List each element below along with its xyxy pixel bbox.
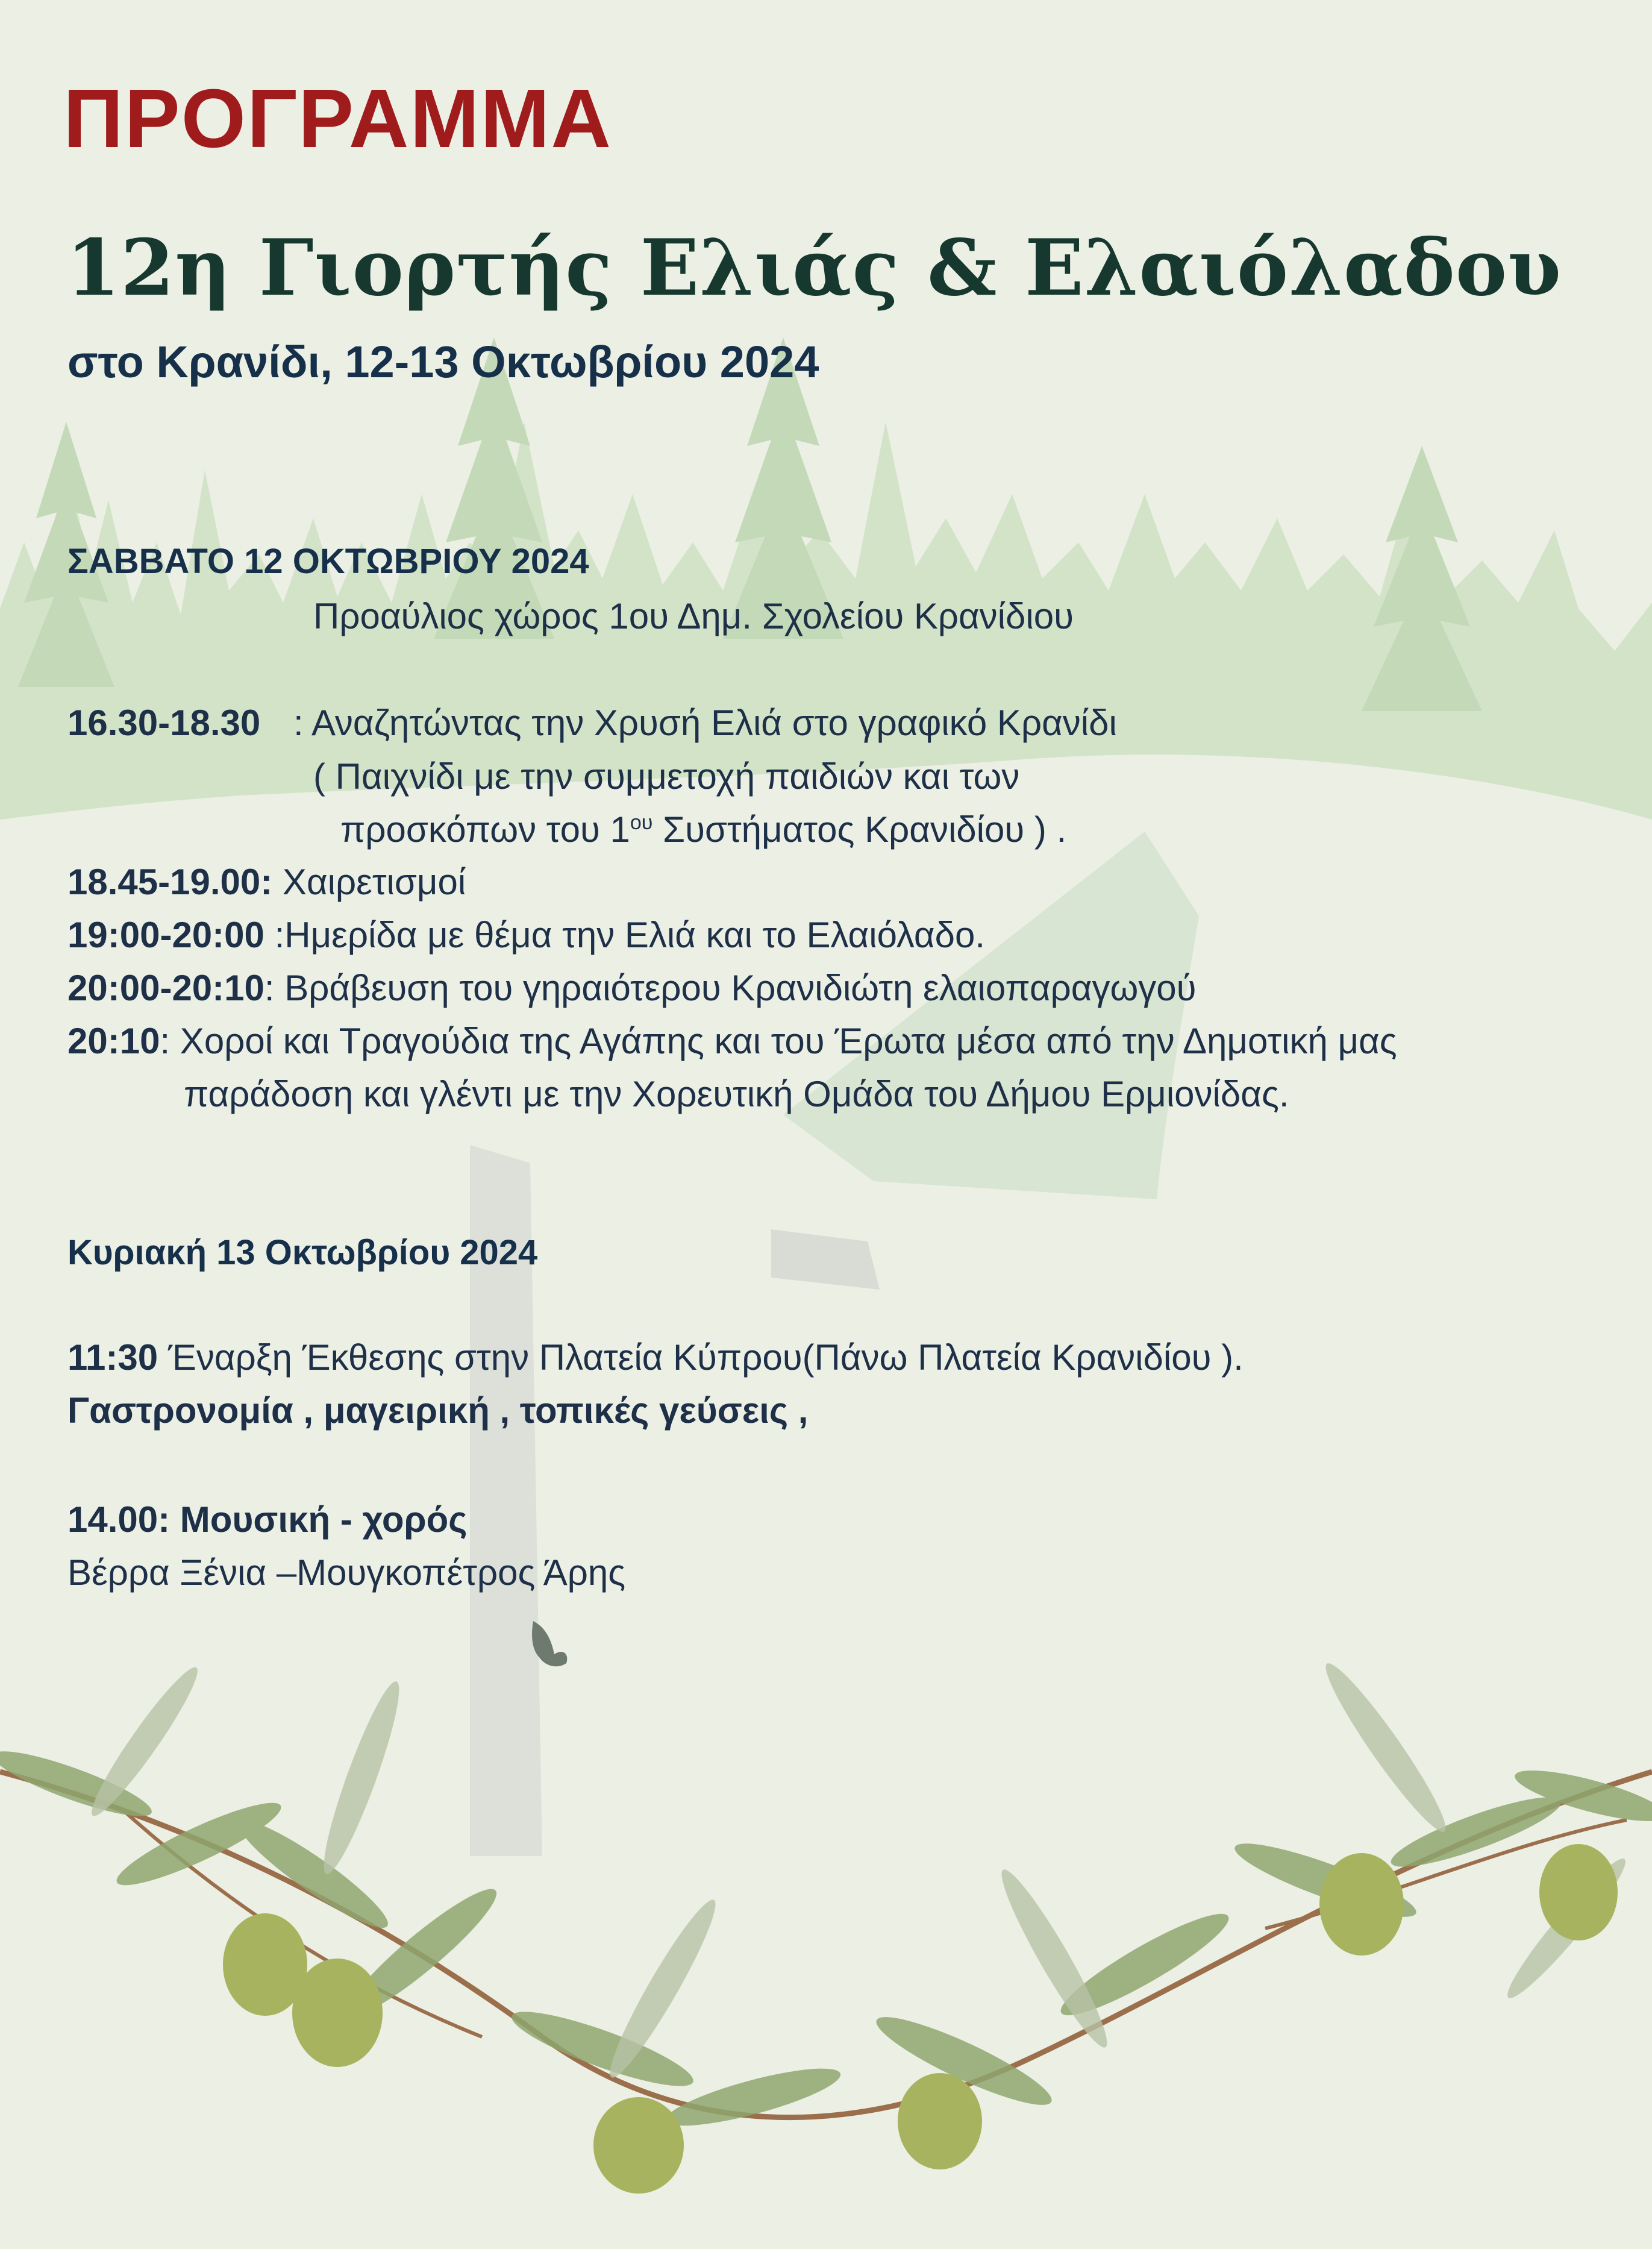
- schedule-entry: [67, 861, 466, 903]
- entry-time: 19:00-20:00: [67, 915, 264, 955]
- entry-text-line2: παράδοση και γλέντι με την Χορευτική Ομάδα του Δήμου Ερμιονίδας.: [184, 1074, 1289, 1114]
- entry-time: 11:30: [67, 1337, 158, 1378]
- entry-text: Έναρξη Έκθεσης στην Πλατεία Κύπρου(Πάνω Πλατεία Κρανιδίου ).: [158, 1337, 1244, 1378]
- schedule-entry: [67, 702, 1117, 744]
- music-line: 14.00: Μουσική - χορός: [67, 1499, 468, 1540]
- schedule-entry: [67, 914, 985, 956]
- entry-time: 20:10: [67, 1021, 160, 1061]
- entry-text: :Ημερίδα με θέμα την Ελιά και το Ελαιόλαδο.: [264, 915, 986, 955]
- festival-subtitle: στο Κρανίδι, 12-13 Οκτωβρίου 2024: [67, 337, 819, 387]
- saturday-venue: Προαύλιος χώρος 1ου Δημ. Σχολείου Κρανίδιου: [313, 596, 1074, 636]
- superscript: ου: [630, 811, 653, 834]
- schedule-entry: [67, 1020, 1397, 1062]
- artists-line: Βέρρα Ξένια –Μουγκοπέτρος Άρης: [67, 1552, 626, 1593]
- entry-text: : Χοροί και Τραγούδια της Αγάπης και του Έρωτα μέσα από την Δημοτική μας: [160, 1021, 1397, 1061]
- entry-text: Χαιρετισμοί: [272, 862, 466, 902]
- saturday-heading: ΣΑΒΒΑΤΟ 12 ΟΚΤΩΒΡΙΟΥ 2024: [67, 542, 589, 581]
- entry-text-line2: ( Παιχνίδι με την συμμετοχή παιδιών και των: [313, 756, 1020, 797]
- entry-time: 20:00-20:10: [67, 968, 264, 1008]
- entry-text-part: Συστήματος Κρανιδίου ) .: [652, 809, 1067, 850]
- entry-text-line3: [340, 809, 1066, 850]
- schedule-entry: [67, 1337, 1244, 1378]
- entry-text-part: προσκόπων του 1: [340, 809, 630, 850]
- entry-text: : Βράβευση του γηραιότερου Κρανιδιώτη ελαιοπαραγωγού: [264, 968, 1197, 1008]
- entry-time: 18.45-19.00:: [67, 862, 273, 902]
- entry-time: 16.30-18.30: [67, 703, 261, 743]
- entry-text: : Αναζητώντας την Χρυσή Ελιά στο γραφικό Κρανίδι: [283, 703, 1117, 743]
- page-heading: ΠΡΟΓΡΑΜΜΑ: [63, 72, 613, 165]
- sunday-heading: Κυριακή 13 Οκτωβρίου 2024: [67, 1233, 538, 1272]
- festival-title: 12η Γιορτής Ελιάς & Ελαιόλαδου: [66, 223, 1562, 313]
- gastronomy-line: Γαστρονομία , μαγειρική , τοπικές γεύσεις ,: [67, 1390, 809, 1431]
- schedule-entry: [67, 967, 1197, 1009]
